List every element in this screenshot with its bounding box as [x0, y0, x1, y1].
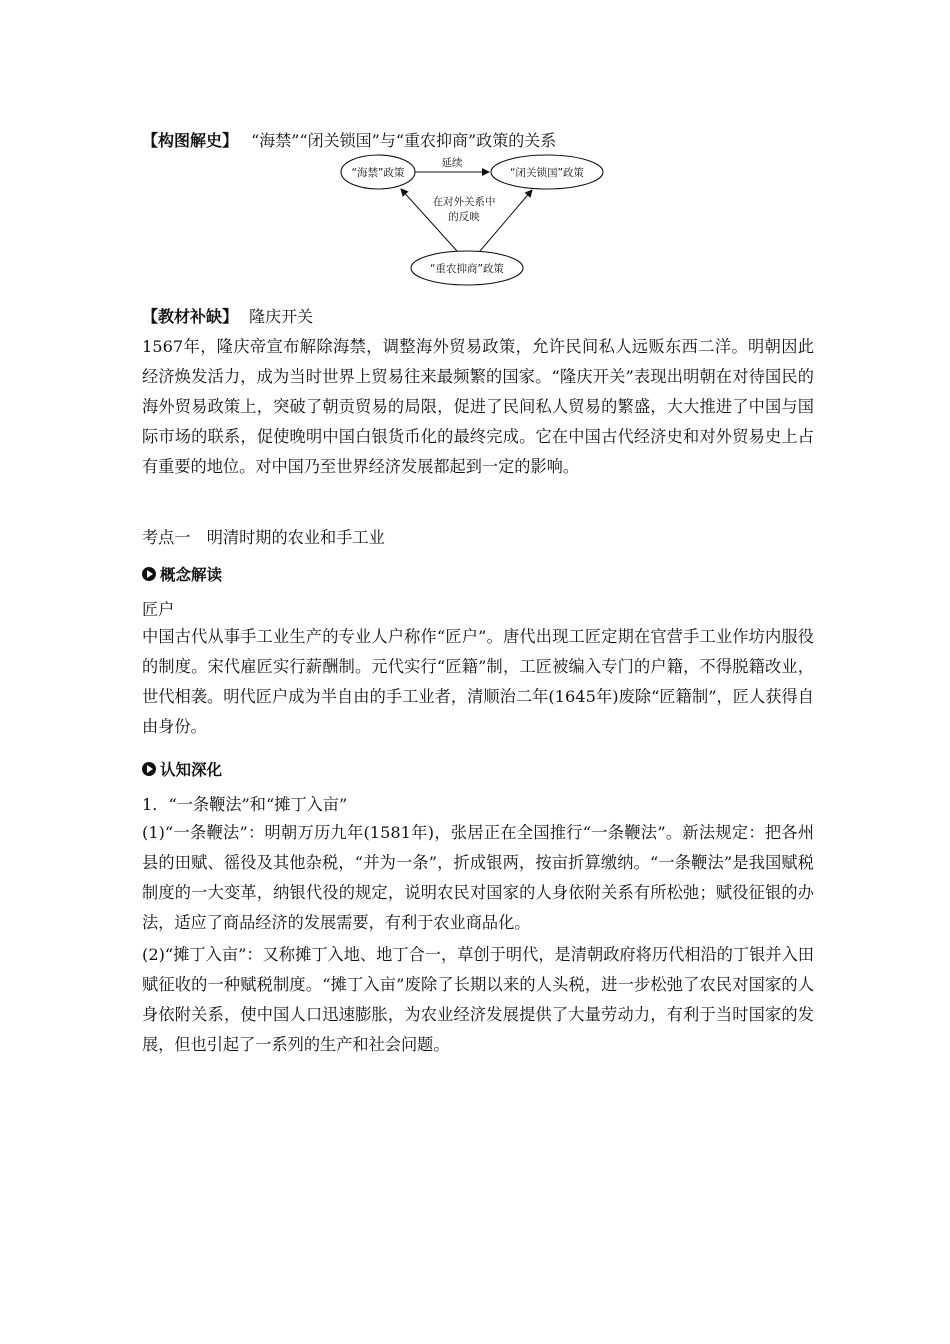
edge-continue-label: 延续	[441, 157, 463, 169]
concept-term: 匠户	[142, 600, 175, 619]
edge-reflect-label-2: 的反映	[448, 211, 480, 223]
diagram-section-title: “海禁”“闭关锁国”与“重农抑商”政策的关系	[251, 131, 557, 150]
deepen-para2: (2)“摊丁入亩”：又称摊丁入地、地丁合一，草创于明代，是清朝政府将历代相沿的丁银并入田赋征收的一种赋税制度。“摊丁入亩”废除了长期以来的人头税，进一步松弛了农民对国家的人身依附关系，使中国人口迅速膨胀，为农业经济发展提供了大量劳动力，有利于当时国家的发展，但也引起了一系列的生产和社会问题。	[142, 945, 814, 1054]
edge-reflect-label-1: 在对外关系中	[432, 196, 496, 208]
node-zhongnong-label: “重农抑商”政策	[430, 263, 504, 275]
deepen-para2-block	[142, 940, 814, 1060]
supplement-heading	[142, 304, 313, 327]
deepen-para1-block	[142, 818, 814, 938]
concept-label: 概念解读	[160, 566, 223, 584]
play-circle-icon	[142, 567, 156, 581]
node-haijin-label: “海禁”政策	[351, 167, 405, 179]
concept-body: 中国古代从事手工业生产的专业人户称作“匠户”。唐代出现工匠定期在官营手工业作坊内服役的制度。宋代雇匠实行薪酬制。元代实行“匠籍”制，工匠被编入专门的户籍，不得脱籍改业，世代相袭。明代匠户成为半自由的手工业者，清顺治二年(1645年)废除“匠籍制”，匠人获得自由身份。	[142, 627, 814, 736]
node-biguan-label: “闭关锁国”政策	[510, 167, 584, 179]
supplement-label: 【教材补缺】	[142, 307, 239, 326]
deepen-label: 认知深化	[160, 761, 223, 779]
diagram-section-label: 【构图解史】	[142, 131, 239, 150]
deepen-item1-title: 1．“一条鞭法”和“摊丁入亩”	[142, 795, 348, 814]
kaodian-title: 考点一 明清时期的农业和手工业	[142, 528, 385, 547]
supplement-body-block	[142, 332, 814, 482]
concept-heading	[142, 563, 222, 585]
relationship-diagram-svg	[342, 152, 612, 292]
deepen-heading	[142, 758, 222, 780]
deepen-para1: (1)“一条鞭法”：明朝万历九年(1581年)，张居正在全国推行“一条鞭法”。新法规定：把各州县的田赋、徭役及其他杂税，“并为一条”，折成银两，按亩折算缴纳。“一条鞭法”是我国赋税制度的一大变革，纳银代役的规定，说明农民对国家的人身依附关系有所松弛；赋役征银的办法，适应了商品经济的发展需要，有利于农业商品化。	[142, 823, 814, 932]
diagram-heading	[142, 128, 556, 151]
relationship-diagram	[342, 152, 612, 292]
play-circle-icon	[142, 762, 156, 776]
concept-body-block	[142, 622, 814, 742]
supplement-title: 隆庆开关	[249, 307, 314, 326]
supplement-body: 1567年，隆庆帝宣布解除海禁，调整海外贸易政策，允许民间私人远贩东西二洋。明朝因此经济焕发活力，成为当时世界上贸易往来最频繁的国家。“隆庆开关”表现出明朝在对待国民的海外贸易政策上，突破了朝贡贸易的局限，促进了民间私人贸易的繁盛，大大推进了中国与国际市场的联系，促使晚明中国白银货币化的最终完成。它在中国古代经济史和对外贸易史上占有重要的地位。对中国乃至世界经济发展都起到一定的影响。	[142, 337, 814, 476]
